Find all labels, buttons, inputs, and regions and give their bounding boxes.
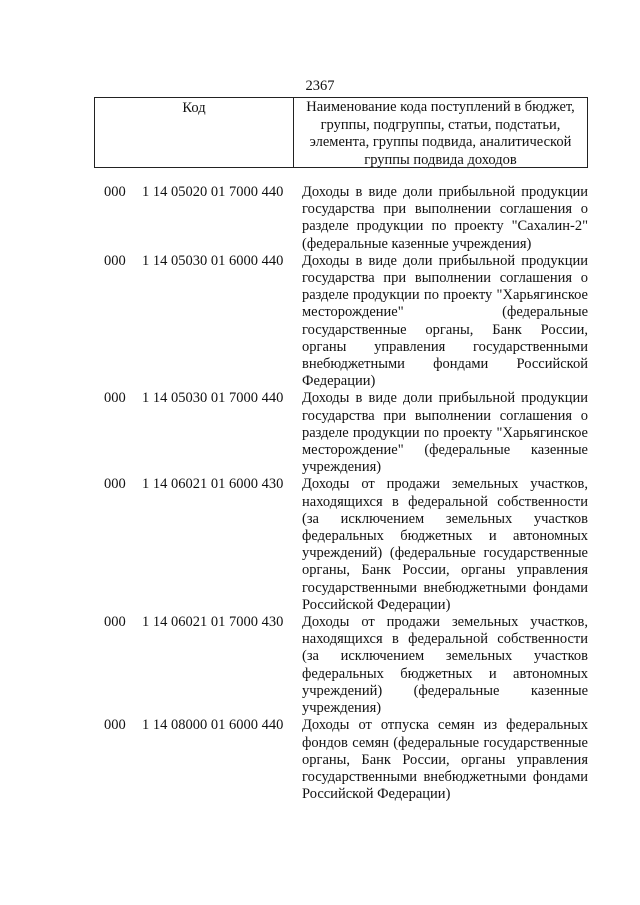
table-header (94, 97, 588, 168)
admin-code: 000 (104, 252, 126, 269)
admin-code: 000 (104, 184, 126, 200)
table-row (0, 390, 640, 476)
table-row (0, 253, 640, 391)
admin-code: 000 (104, 390, 126, 407)
admin-code: 000 (104, 717, 126, 734)
budget-code: 1 14 06021 01 6000 430 (142, 476, 284, 493)
table-body (0, 184, 640, 803)
table-row (0, 184, 640, 253)
header-name-label: Наименование кода поступлений в бюджет, группы, подгруппы, статьи, подстатьи, элемента, группы подвида, аналитической группы подвида доходов (306, 99, 575, 168)
page-number: 2367 (305, 78, 335, 94)
table-row (0, 614, 640, 717)
budget-code: 1 14 05030 01 6000 440 (142, 252, 284, 269)
table-row (0, 476, 640, 614)
code-description: Доходы от продажи земельных участков, находящихся в федеральной собственности (за исключением земельных участков федеральных бюджетных и автономных учреждений) (федеральные казенные учреждения) (302, 614, 588, 717)
header-code-label: Код (95, 98, 294, 167)
code-description: Доходы от отпуска семян из федеральных фондов семян (федеральные государственные органы, Банк России, органы управления государственными внебюджетными фондами Российской Федерации) (302, 717, 588, 803)
code-description: Доходы в виде доли прибыльной продукции государства при выполнении соглашения о разделе продукции по проекту "Сахалин-2" (федеральные казенные учреждения) (302, 184, 588, 252)
budget-code: 1 14 08000 01 6000 440 (142, 717, 284, 734)
budget-code: 1 14 06021 01 7000 430 (142, 614, 284, 631)
code-description: Доходы в виде доли прибыльной продукции государства при выполнении соглашения о разделе продукции по проекту "Харьягинское месторождение" (федеральные казенные учреждения) (302, 390, 588, 476)
admin-code: 000 (104, 476, 126, 493)
code-description: Доходы от продажи земельных участков, находящихся в федеральной собственности (за исключением земельных участков федеральных бюджетных и автономных учреждений) (федеральные государственные органы, Банк России, органы управления государственными внебюджетными фондами Российской Федерации) (302, 476, 588, 613)
table-row (0, 717, 640, 803)
budget-code: 1 14 05030 01 7000 440 (142, 390, 284, 407)
admin-code: 000 (104, 614, 126, 631)
budget-code: 1 14 05020 01 7000 440 (142, 184, 284, 200)
code-description: Доходы в виде доли прибыльной продукции государства при выполнении соглашения о разделе продукции по проекту "Харьягинское месторождение" (федеральные государственные органы, Банк России, органы управления государственными внебюджетными фондами Российской Федерации) (302, 252, 588, 390)
